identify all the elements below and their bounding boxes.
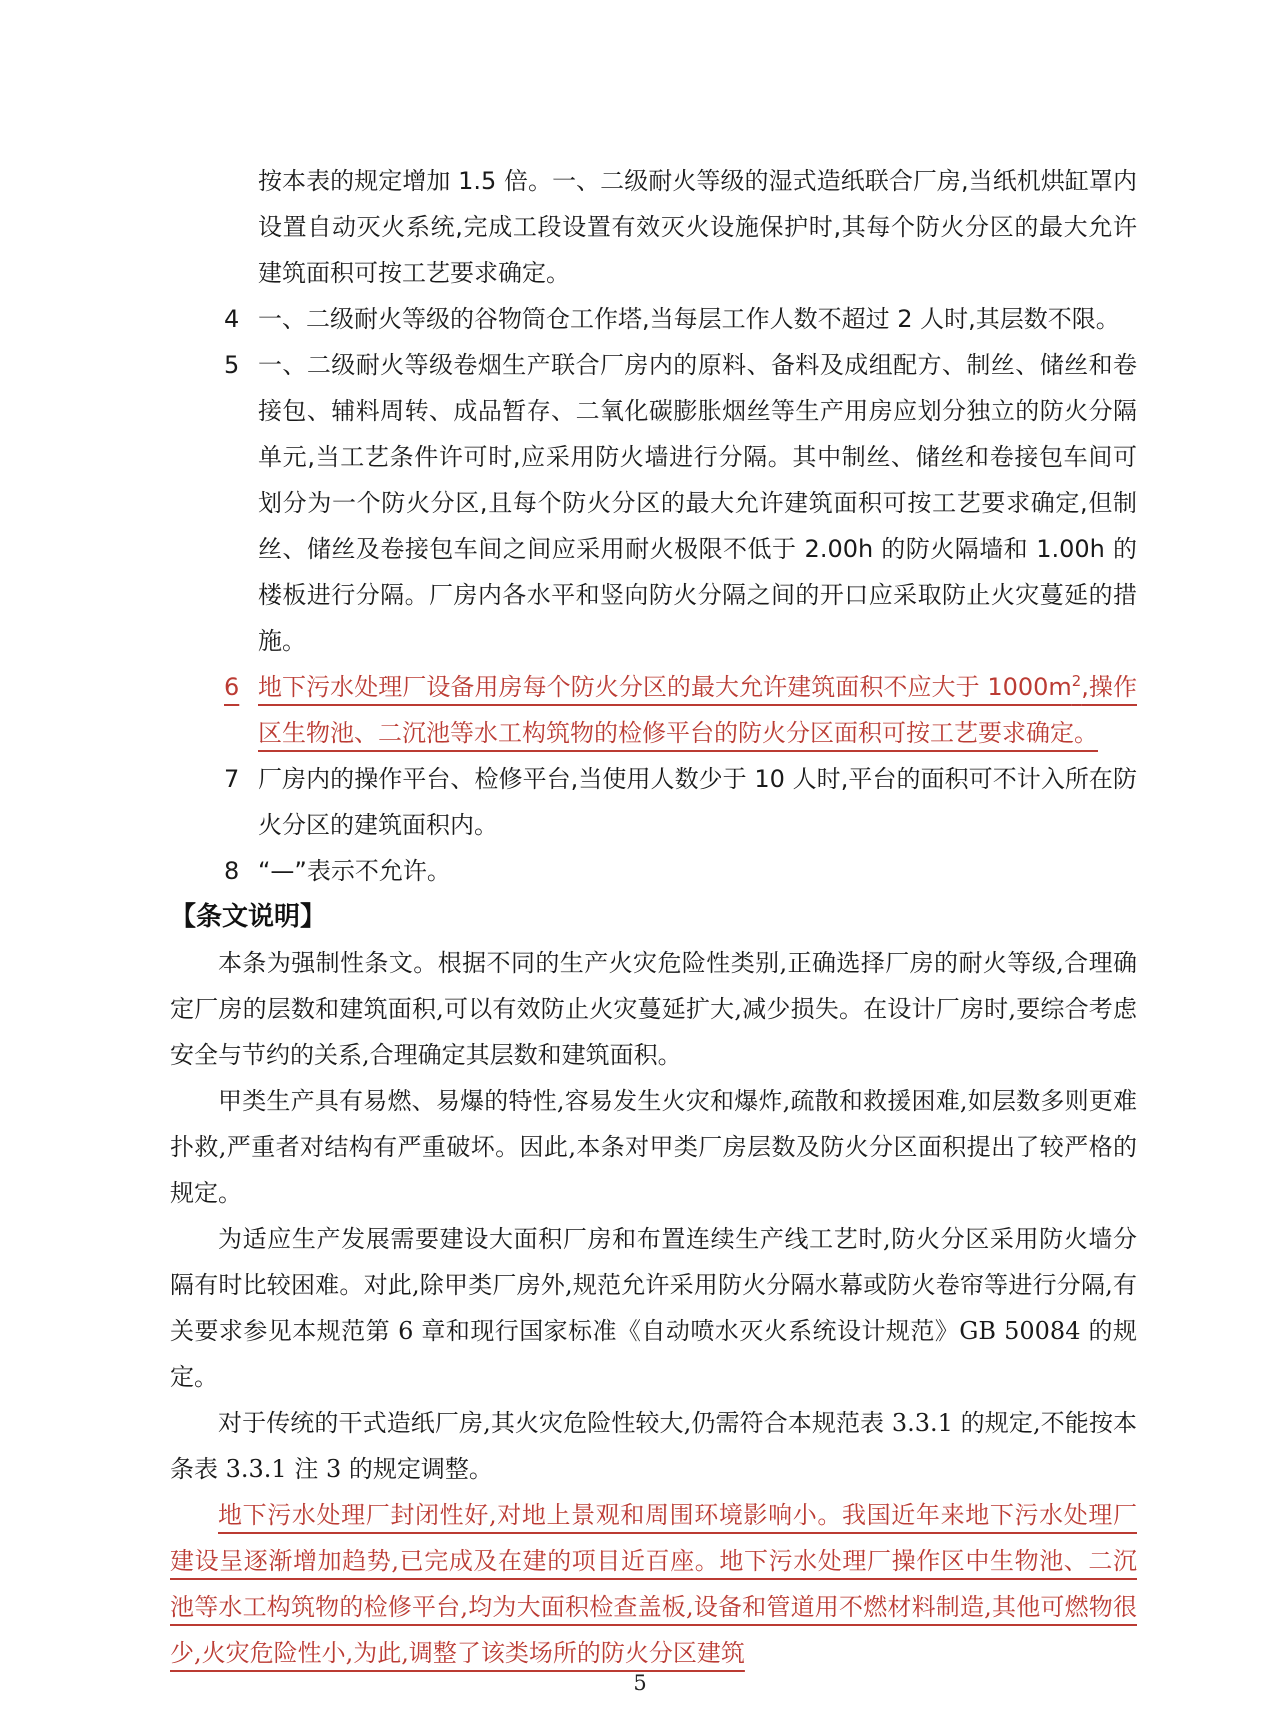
clause-explanation-section [170, 894, 1137, 1676]
note-number: 6 [224, 673, 240, 701]
note-text: 地下污水处理厂设备用房每个防火分区的最大允许建筑面积不应大于 1000m [258, 673, 1072, 701]
page-footer [0, 1671, 1280, 1695]
commentary-paragraph: 本条为强制性条文。根据不同的生产火灾危险性类别,正确选择厂房的耐火等级,合理确定厂房的层数和建筑面积,可以有效防止火灾蔓延扩大,减少损失。在设计厂房时,要综合考虑安全与节约的关系,合理确定其层数和建筑面积。 [170, 949, 1137, 1069]
note-item-4 [170, 296, 1137, 342]
clause-explanation-heading: 【条文说明】 [170, 902, 327, 932]
note-item-7 [170, 756, 1137, 848]
commentary-paragraph: 甲类生产具有易燃、易爆的特性,容易发生火灾和爆炸,疏散和救援困难,如层数多则更难扑救,严重者对结构有严重破坏。因此,本条对甲类厂房层数及防火分区面积提出了较严格的规定。 [170, 1087, 1137, 1207]
commentary-paragraph: 为适应生产发展需要建设大面积厂房和布置连续生产线工艺时,防火分区采用防火墙分隔有时比较困难。对此,除甲类厂房外,规范允许采用防火分隔水幕或防火卷帘等进行分隔,有关要求参见本规范第 6 章和现行国家标准《自动喷水灭火系统设计规范》GB 50084 的规定。 [170, 1225, 1137, 1391]
note-number: 8 [224, 857, 240, 885]
table-notes-section [170, 158, 1137, 894]
note-text: 一、二级耐火等级的谷物筒仓工作塔,当每层工作人数不超过 2 人时,其层数不限。 [258, 305, 1120, 333]
note-text: 厂房内的操作平台、检修平台,当使用人数少于 10 人时,平台的面积可不计入所在防火分区的建筑面积内。 [258, 765, 1137, 839]
note-item-5 [170, 342, 1137, 664]
commentary-paragraph-revision: 地下污水处理厂封闭性好,对地上景观和周围环境影响小。我国近年来地下污水处理厂建设呈逐渐增加趋势,已完成及在建的项目近百座。地下污水处理厂操作区中生物池、二沉池等水工构筑物的检修平台,均为大面积检查盖板,设备和管道用不燃材料制造,其他可燃物很少,火灾危险性小,为此,调整了该类场所的防火分区建筑 [170, 1501, 1137, 1667]
superscript-2: 2 [1071, 672, 1082, 690]
note-number: 4 [224, 305, 240, 333]
page-number: 5 [633, 1671, 647, 1695]
note-item-3-continuation [170, 158, 1137, 296]
note-number: 5 [224, 351, 240, 379]
note-item-8 [170, 848, 1137, 894]
note-item-6-revision [170, 664, 1137, 756]
note-text: 按本表的规定增加 1.5 倍。一、二级耐火等级的湿式造纸联合厂房,当纸机烘缸罩内设置自动灭火系统,完成工段设置有效灭火设施保护时,其每个防火分区的最大允许建筑面积可按工艺要求确定。 [258, 167, 1137, 287]
note-text: 一、二级耐火等级卷烟生产联合厂房内的原料、备料及成组配方、制丝、储丝和卷接包、辅料周转、成品暂存、二氧化碳膨胀烟丝等生产用房应划分独立的防火分隔单元,当工艺条件许可时,应采用防火墙进行分隔。其中制丝、储丝和卷接包车间可划分为一个防火分区,且每个防火分区的最大允许建筑面积可按工艺要求确定,但制丝、储丝及卷接包车间之间应采用耐火极限不低于 2.00h 的防火隔墙和 1.00h 的楼板进行分隔。厂房内各水平和竖向防火分隔之间的开口应采取防止火灾蔓延的措施。 [258, 351, 1137, 655]
note-text: “—”表示不允许。 [258, 857, 451, 885]
note-text: ,操作区生物池、二沉池等水工构筑物的检修平台的防火分区面积可按工艺要求确定。 [258, 673, 1137, 747]
commentary-paragraph: 对于传统的干式造纸厂房,其火灾危险性较大,仍需符合本规范表 3.3.1 的规定,不能按本条表 3.3.1 注 3 的规定调整。 [170, 1409, 1137, 1483]
note-number: 7 [224, 765, 240, 793]
